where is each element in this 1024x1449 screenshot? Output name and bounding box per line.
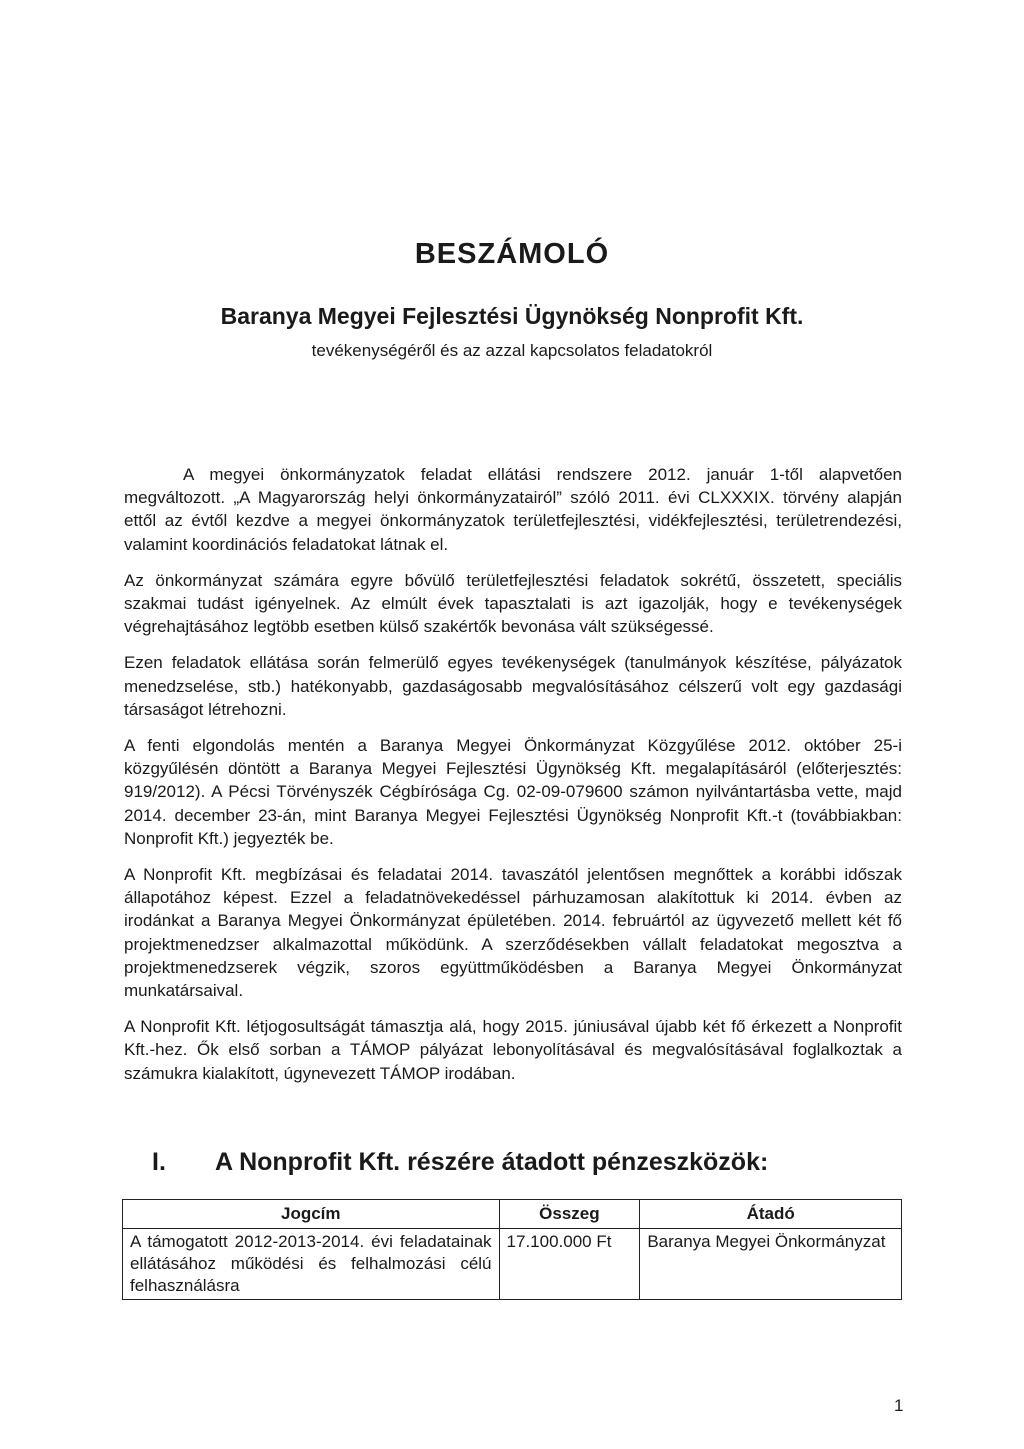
document-subtitle: tevékenységéről és az azzal kapcsolatos feladatokról: [311, 341, 713, 360]
body-text: [124, 463, 902, 1098]
table-header-row: [123, 1200, 902, 1229]
funds-table: [122, 1199, 902, 1300]
section-heading: [152, 1148, 768, 1177]
cell-jogcim: A támogatott 2012-2013-2014. évi feladatainak ellátásához működési és felhalmozási célú felhasználásra: [123, 1229, 500, 1300]
paragraph: A megyei önkormányzatok feladat ellátási rendszere 2012. január 1-től alapvetően megváltozott. „A Magyarország helyi önkormányzatairól” szóló 2011. évi CLXXXIX. törvény alapján ettől az évtől kezdve a megyei önkormányzatok területfejlesztési, vidékfejlesztési, területrendezési, valamint koordinációs feladatokat látnak el.: [124, 465, 902, 554]
table-row: [123, 1229, 902, 1300]
document-title: BESZÁMOLÓ: [414, 238, 610, 270]
cell-atado: Baranya Megyei Önkormányzat: [640, 1229, 902, 1300]
column-header-jogcim: Jogcím: [123, 1200, 500, 1229]
column-header-osszeg: Összeg: [499, 1200, 640, 1229]
section-number: I.: [152, 1148, 166, 1176]
paragraph: Ezen feladatok ellátása során felmerülő egyes tevékenységek (tanulmányok készítése, pályázatok menedzselése, stb.) hatékonyabb, gazdaságosabb megvalósításához célszerű volt egy gazdasági társaságot létrehozni.: [124, 653, 902, 719]
column-header-atado: Átadó: [640, 1200, 902, 1229]
organization-name: Baranya Megyei Fejlesztési Ügynökség Nonprofit Kft.: [220, 303, 804, 329]
paragraph: A Nonprofit Kft. megbízásai és feladatai 2014. tavaszától jelentősen megnőttek a korábbi időszak állapotához képest. Ezzel a feladatnövekedéssel párhuzamosan alakítottuk ki 2014. évben az irodánkat a Baranya Megyei Önkormányzat épületében. 2014. februártól az ügyvezető mellett két fő projektmenedzser alkalmazottal működünk. A szerződésekben vállalt feladatokat megosztva a projektmenedzserek végzik, szoros együttműködésben a Baranya Megyei Önkormányzat munkatársaival.: [124, 865, 902, 1001]
cell-osszeg: 17.100.000 Ft: [499, 1229, 640, 1300]
paragraph: A Nonprofit Kft. létjogosultságát támasztja alá, hogy 2015. júniusával újabb két fő érkezett a Nonprofit Kft.-hez. Ők első sorban a TÁMOP pályázat lebonyolításával és megvalósításával foglalkoztak a számukra kialakított, úgynevezett TÁMOP irodában.: [124, 1017, 902, 1083]
page-number: 1: [894, 1396, 904, 1415]
paragraph: Az önkormányzat számára egyre bővülő területfejlesztési feladatok sokrétű, összetett, speciális szakmai tudást igényelnek. Az elmúlt évek tapasztalati is azt igazolják, hogy e tevékenységek végrehajtásához legtöbb esetben külső szakértők bevonása vált szükségessé.: [124, 570, 902, 637]
paragraph: A fenti elgondolás mentén a Baranya Megyei Önkormányzat Közgyűlése 2012. október 25-i közgyűlésén döntött a Baranya Megyei Fejlesztési Ügynökség Kft. megalapításáról (előterjesztés: 919/2012). A Pécsi Törvényszék Cégbírósága Cg. 02-09-079600 számon nyilvántartásba vette, majd 2014. december 23-án, mint Baranya Megyei Fejlesztési Ügynökség Nonprofit Kft.-t (továbbiakban: Nonprofit Kft.) jegyezték be.: [124, 736, 902, 848]
section-title: A Nonprofit Kft. részére átadott pénzeszközök:: [215, 1148, 769, 1176]
